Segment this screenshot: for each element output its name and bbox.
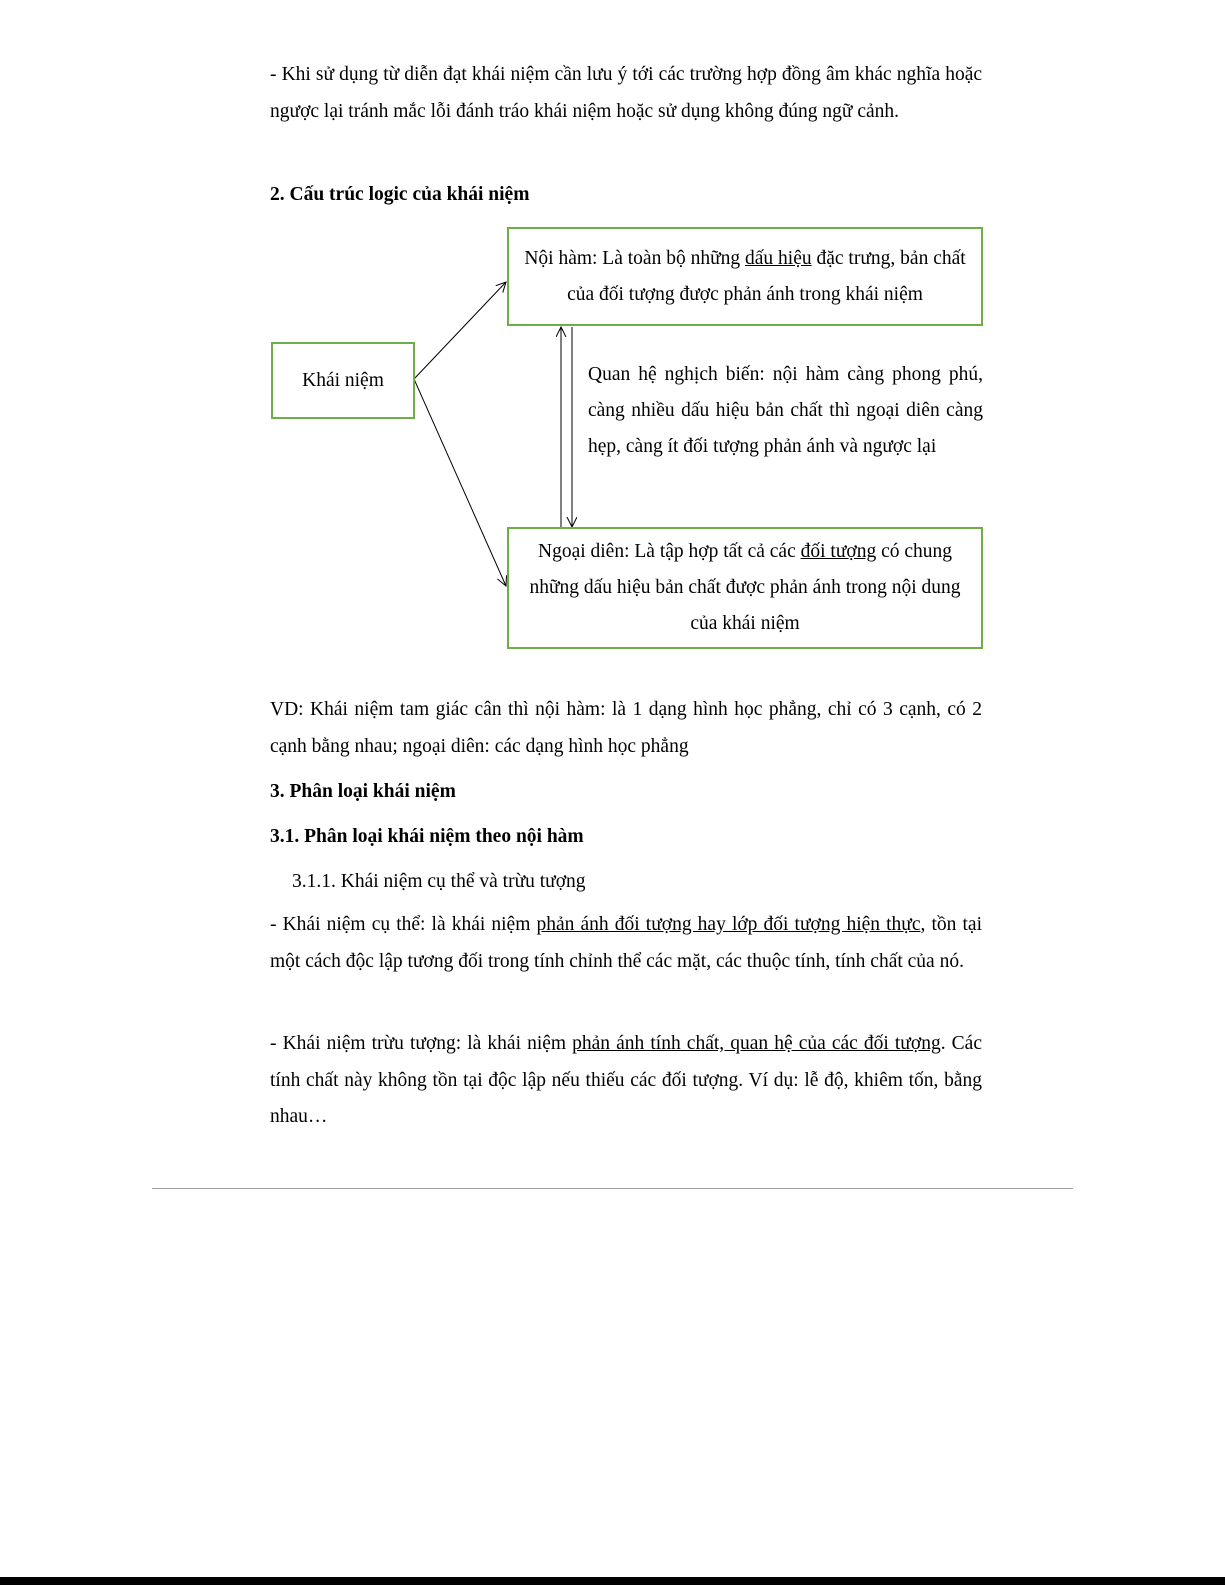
page-divider — [152, 1188, 1073, 1189]
intension-text-start: Nội hàm: Là toàn bộ những — [524, 247, 746, 269]
bottom-edge-bar — [0, 1577, 1225, 1585]
concrete-text-end: , tồn tại một cách độc lập tương đối trong tính chỉnh thể các mặt, các thuộc tính, tính chất của nó. — [270, 914, 983, 972]
extension-text-start: Ngoại diên: Là tập hợp tất cả các — [537, 541, 801, 562]
arrow-to-intension — [414, 282, 506, 379]
concept-box — [271, 342, 415, 419]
concept-label: Khái niệm — [302, 369, 384, 391]
arrow-to-extension — [414, 379, 506, 586]
intro-paragraph: - Khi sử dụng từ diễn đạt khái niệm cần lưu ý tới các trường hợp đồng âm khác nghĩa hoặc ngược lại tránh mắc lỗi đánh tráo khái niệm hoặc sử dụng không đúng ngữ cảnh. — [270, 64, 982, 122]
inverse-relation-text: Quan hệ nghịch biến: nội hàm càng phong phú, càng nhiều dấu hiệu bản chất thì ngoại diên càng hẹp, càng ít đối tượng phản ánh và ngược lại — [588, 364, 983, 457]
abstract-underlined-phrase: phản ánh tính chất, quan hệ của các đối tượng — [572, 1033, 941, 1054]
concrete-concept-paragraph — [270, 907, 982, 980]
example-paragraph: VD: Khái niệm tam giác cân thì nội hàm: là 1 dạng hình học phẳng, chỉ có 3 cạnh, có 2 cạnh bằng nhau; ngoại diên: các dạng hình học phẳng — [270, 699, 982, 757]
extension-text — [509, 534, 981, 642]
intension-box — [507, 227, 983, 326]
intension-underlined-term: dấu hiệu — [745, 247, 812, 269]
abstract-text-start: - Khái niệm trừu tượng: là khái niệm — [270, 1033, 573, 1054]
intension-text-end: đặc trưng, bản chất của đối tượng được phản ánh trong khái niệm — [567, 247, 966, 305]
section-3-heading: 3. Phân loại khái niệm — [270, 781, 456, 802]
section-2-heading: 2. Cấu trúc logic của khái niệm — [270, 184, 530, 205]
extension-text-end: có chung những dấu hiệu bản chất được phản ánh trong nội dung của khái niệm — [529, 541, 961, 634]
concrete-underlined-phrase: phản ánh đối tượng hay lớp đối tượng hiện thực — [536, 914, 921, 935]
section-3-1-heading: 3.1. Phân loại khái niệm theo nội hàm — [270, 826, 584, 847]
extension-underlined-term: đối tượng — [800, 541, 877, 562]
abstract-text-end: . Các tính chất này không tồn tại độc lập nếu thiếu các đối tượng. Ví dụ: lễ độ, khiêm tốn, bằng nhau… — [270, 1033, 982, 1127]
extension-box — [507, 527, 983, 649]
section-3-1-1-heading: 3.1.1. Khái niệm cụ thể và trừu tượng — [292, 871, 586, 892]
abstract-concept-paragraph — [270, 1026, 982, 1136]
intension-text — [509, 241, 981, 313]
concrete-text-start: - Khái niệm cụ thể: là khái niệm — [270, 914, 537, 935]
